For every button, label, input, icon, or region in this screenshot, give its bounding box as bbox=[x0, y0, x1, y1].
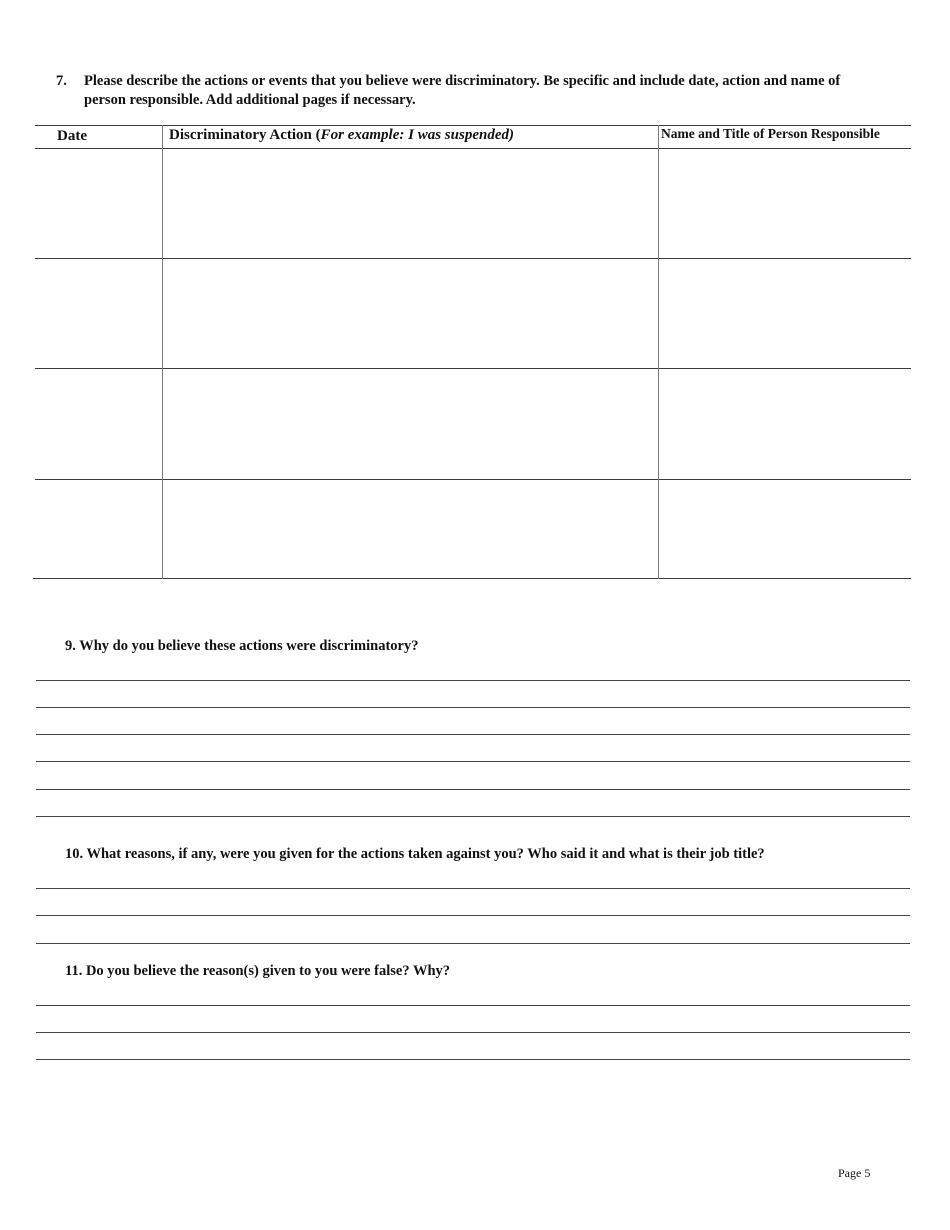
question-7-number: 7. bbox=[56, 73, 67, 89]
table-row-divider bbox=[35, 479, 911, 480]
table-column-divider bbox=[162, 125, 163, 579]
table-row-divider bbox=[35, 368, 911, 369]
answer-line[interactable] bbox=[36, 680, 910, 681]
row-3-person-cell[interactable] bbox=[661, 370, 910, 478]
answer-line[interactable] bbox=[36, 888, 910, 889]
answer-line[interactable] bbox=[36, 734, 910, 735]
row-1-person-cell[interactable] bbox=[661, 150, 910, 257]
question-7-text: Please describe the actions or events that you believe were discriminatory. Be specific and include date, action and name of person responsible. Add additional pages if necessary. bbox=[84, 73, 841, 108]
answer-line[interactable] bbox=[36, 1005, 910, 1006]
answer-line[interactable] bbox=[36, 1032, 910, 1033]
row-4-date-cell[interactable] bbox=[36, 481, 161, 577]
answer-line[interactable] bbox=[36, 915, 910, 916]
answer-line[interactable] bbox=[36, 943, 910, 944]
row-2-date-cell[interactable] bbox=[36, 260, 161, 367]
answer-line[interactable] bbox=[36, 789, 910, 790]
header-action-example: For example: I was suspended) bbox=[320, 127, 514, 143]
row-2-action-cell[interactable] bbox=[164, 260, 657, 367]
question-10-label: 10. What reasons, if any, were you given for the actions taken against you? Who said it and what is their job title? bbox=[65, 846, 765, 862]
question-11-label: 11. Do you believe the reason(s) given to you were false? Why? bbox=[65, 963, 451, 979]
row-1-date-cell[interactable] bbox=[36, 150, 161, 257]
row-3-action-cell[interactable] bbox=[164, 370, 657, 478]
row-2-person-cell[interactable] bbox=[661, 260, 910, 367]
answer-line[interactable] bbox=[36, 761, 910, 762]
header-date: Date bbox=[57, 128, 87, 144]
header-action-label: Discriminatory Action ( bbox=[169, 127, 321, 143]
table-bottom-border bbox=[33, 578, 911, 579]
answer-line[interactable] bbox=[36, 707, 910, 708]
table-row-divider bbox=[35, 258, 911, 259]
row-3-date-cell[interactable] bbox=[36, 370, 161, 478]
row-4-person-cell[interactable] bbox=[661, 481, 910, 577]
page-number: Page 5 bbox=[838, 1166, 871, 1180]
answer-line[interactable] bbox=[36, 816, 910, 817]
table-column-divider bbox=[658, 125, 659, 579]
row-1-action-cell[interactable] bbox=[164, 150, 657, 257]
header-discriminatory-action bbox=[169, 127, 514, 144]
row-4-action-cell[interactable] bbox=[164, 481, 657, 577]
table-header-bottom-border bbox=[35, 148, 911, 149]
header-person-responsible: Name and Title of Person Responsible bbox=[661, 126, 880, 141]
answer-line[interactable] bbox=[36, 1059, 910, 1060]
question-9-label: 9. Why do you believe these actions were discriminatory? bbox=[65, 638, 419, 654]
